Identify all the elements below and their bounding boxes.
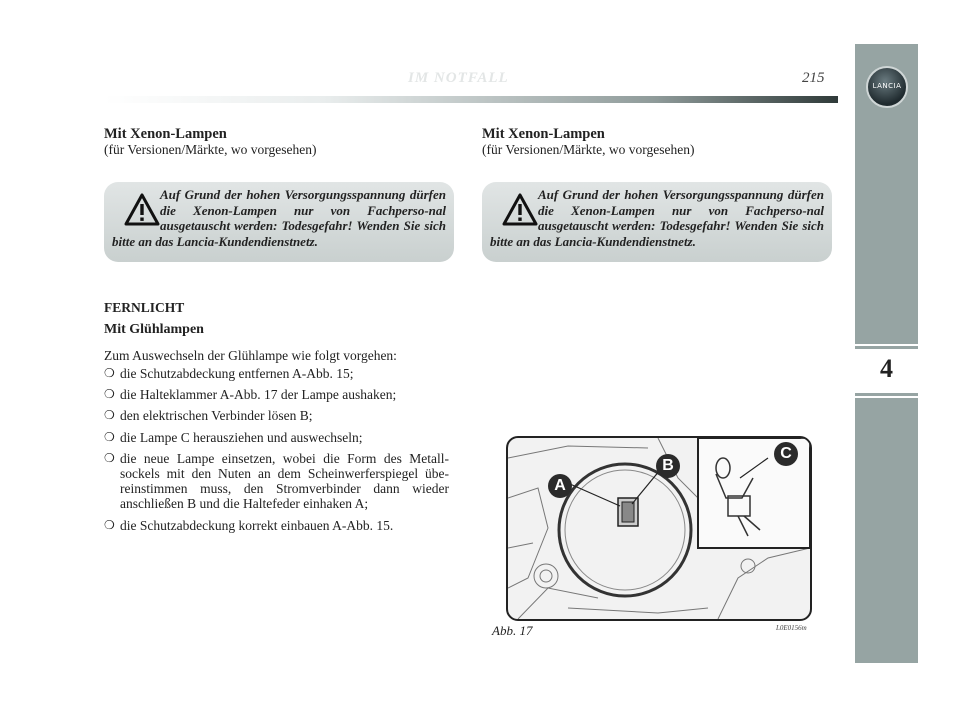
list-item	[104, 451, 449, 512]
right-section-title: Mit Xenon-Lampen	[482, 126, 605, 142]
procedure-steps	[104, 366, 449, 539]
right-warning-text: Auf Grund der hohen Versorgungsspannung dürfen die Xenon-Lampen nur von Fachperso-nal ausgetauscht werden: Todesgefahr! Wenden Sie sich bitte an das Lancia-Kundendienstnetz.	[490, 187, 824, 249]
side-tab-divider	[855, 346, 918, 349]
left-section-title: Mit Xenon-Lampen	[104, 126, 227, 142]
step-text: die Schutzabdeckung entfernen A-Abb. 15;	[120, 366, 354, 381]
left-section-subtitle: (für Versionen/Märkte, wo vorgesehen)	[104, 142, 317, 157]
label-a-text: A	[554, 477, 566, 494]
page-number: 215	[802, 70, 825, 86]
left-warning-box	[104, 182, 454, 262]
headlamp-figure	[506, 436, 812, 621]
header-rule	[104, 96, 838, 103]
figure-caption: Abb. 17	[492, 623, 533, 638]
left-section-header	[104, 126, 454, 158]
step-text: die Schutzabdeckung korrekt einbauen A-Abb. 15.	[120, 517, 394, 533]
label-c-marker	[774, 442, 798, 466]
running-header-title: IM NOTFALL	[408, 70, 509, 86]
logo-text: LANCIA	[872, 82, 902, 90]
list-item	[104, 408, 449, 423]
step-text: den elektrischen Verbinder lösen B;	[120, 408, 313, 424]
bullet-icon: ❍	[104, 366, 115, 380]
fernlicht-heading: FERNLICHT	[104, 300, 185, 315]
side-tab-bottom	[855, 398, 918, 663]
side-tab-divider	[855, 393, 918, 396]
figure-code: L0E0156m	[776, 624, 807, 632]
bullet-icon: ❍	[104, 408, 115, 423]
label-b-text: B	[662, 457, 674, 474]
bullet-icon: ❍	[104, 387, 115, 402]
bullet-icon: ❍	[104, 450, 115, 465]
gluehlampen-subheading: Mit Glühlampen	[104, 322, 204, 337]
label-b-marker	[656, 454, 680, 478]
right-warning-box	[482, 182, 832, 262]
left-warning-text: Auf Grund der hohen Versorgungsspannung dürfen die Xenon-Lampen nur von Fachperso-nal ausgetauscht werden: Todesgefahr! Wenden Sie sich bitte an das Lancia-Kundendienstnetz.	[112, 187, 446, 249]
lancia-logo	[866, 66, 908, 108]
right-section-subtitle: (für Versionen/Märkte, wo vorgesehen)	[482, 142, 695, 157]
chapter-number: 4	[880, 354, 893, 383]
label-c-text: C	[780, 445, 792, 462]
step-text: die Halteklammer A-Abb. 17 der Lampe aushaken;	[120, 387, 397, 403]
bullet-icon: ❍	[104, 429, 115, 444]
step-text: die neue Lampe einsetzen, wobei die Form des Metall-sockels mit den Nuten an dem Scheinwerferspiegel übe-reinstimmen muss, den Stromverbinder dann wieder anschließen B und die Haltefeder einhaken A;	[120, 450, 449, 512]
right-section-header	[482, 126, 832, 158]
label-a-marker	[548, 474, 572, 498]
intro-text: Zum Auswechseln der Glühlampe wie folgt vorgehen:	[104, 348, 397, 363]
list-item	[104, 430, 449, 445]
list-item	[104, 387, 449, 402]
step-text: die Lampe C herausziehen und auswechseln;	[120, 429, 363, 445]
list-item	[104, 366, 449, 381]
list-item	[104, 518, 449, 533]
bullet-icon: ❍	[104, 517, 115, 532]
